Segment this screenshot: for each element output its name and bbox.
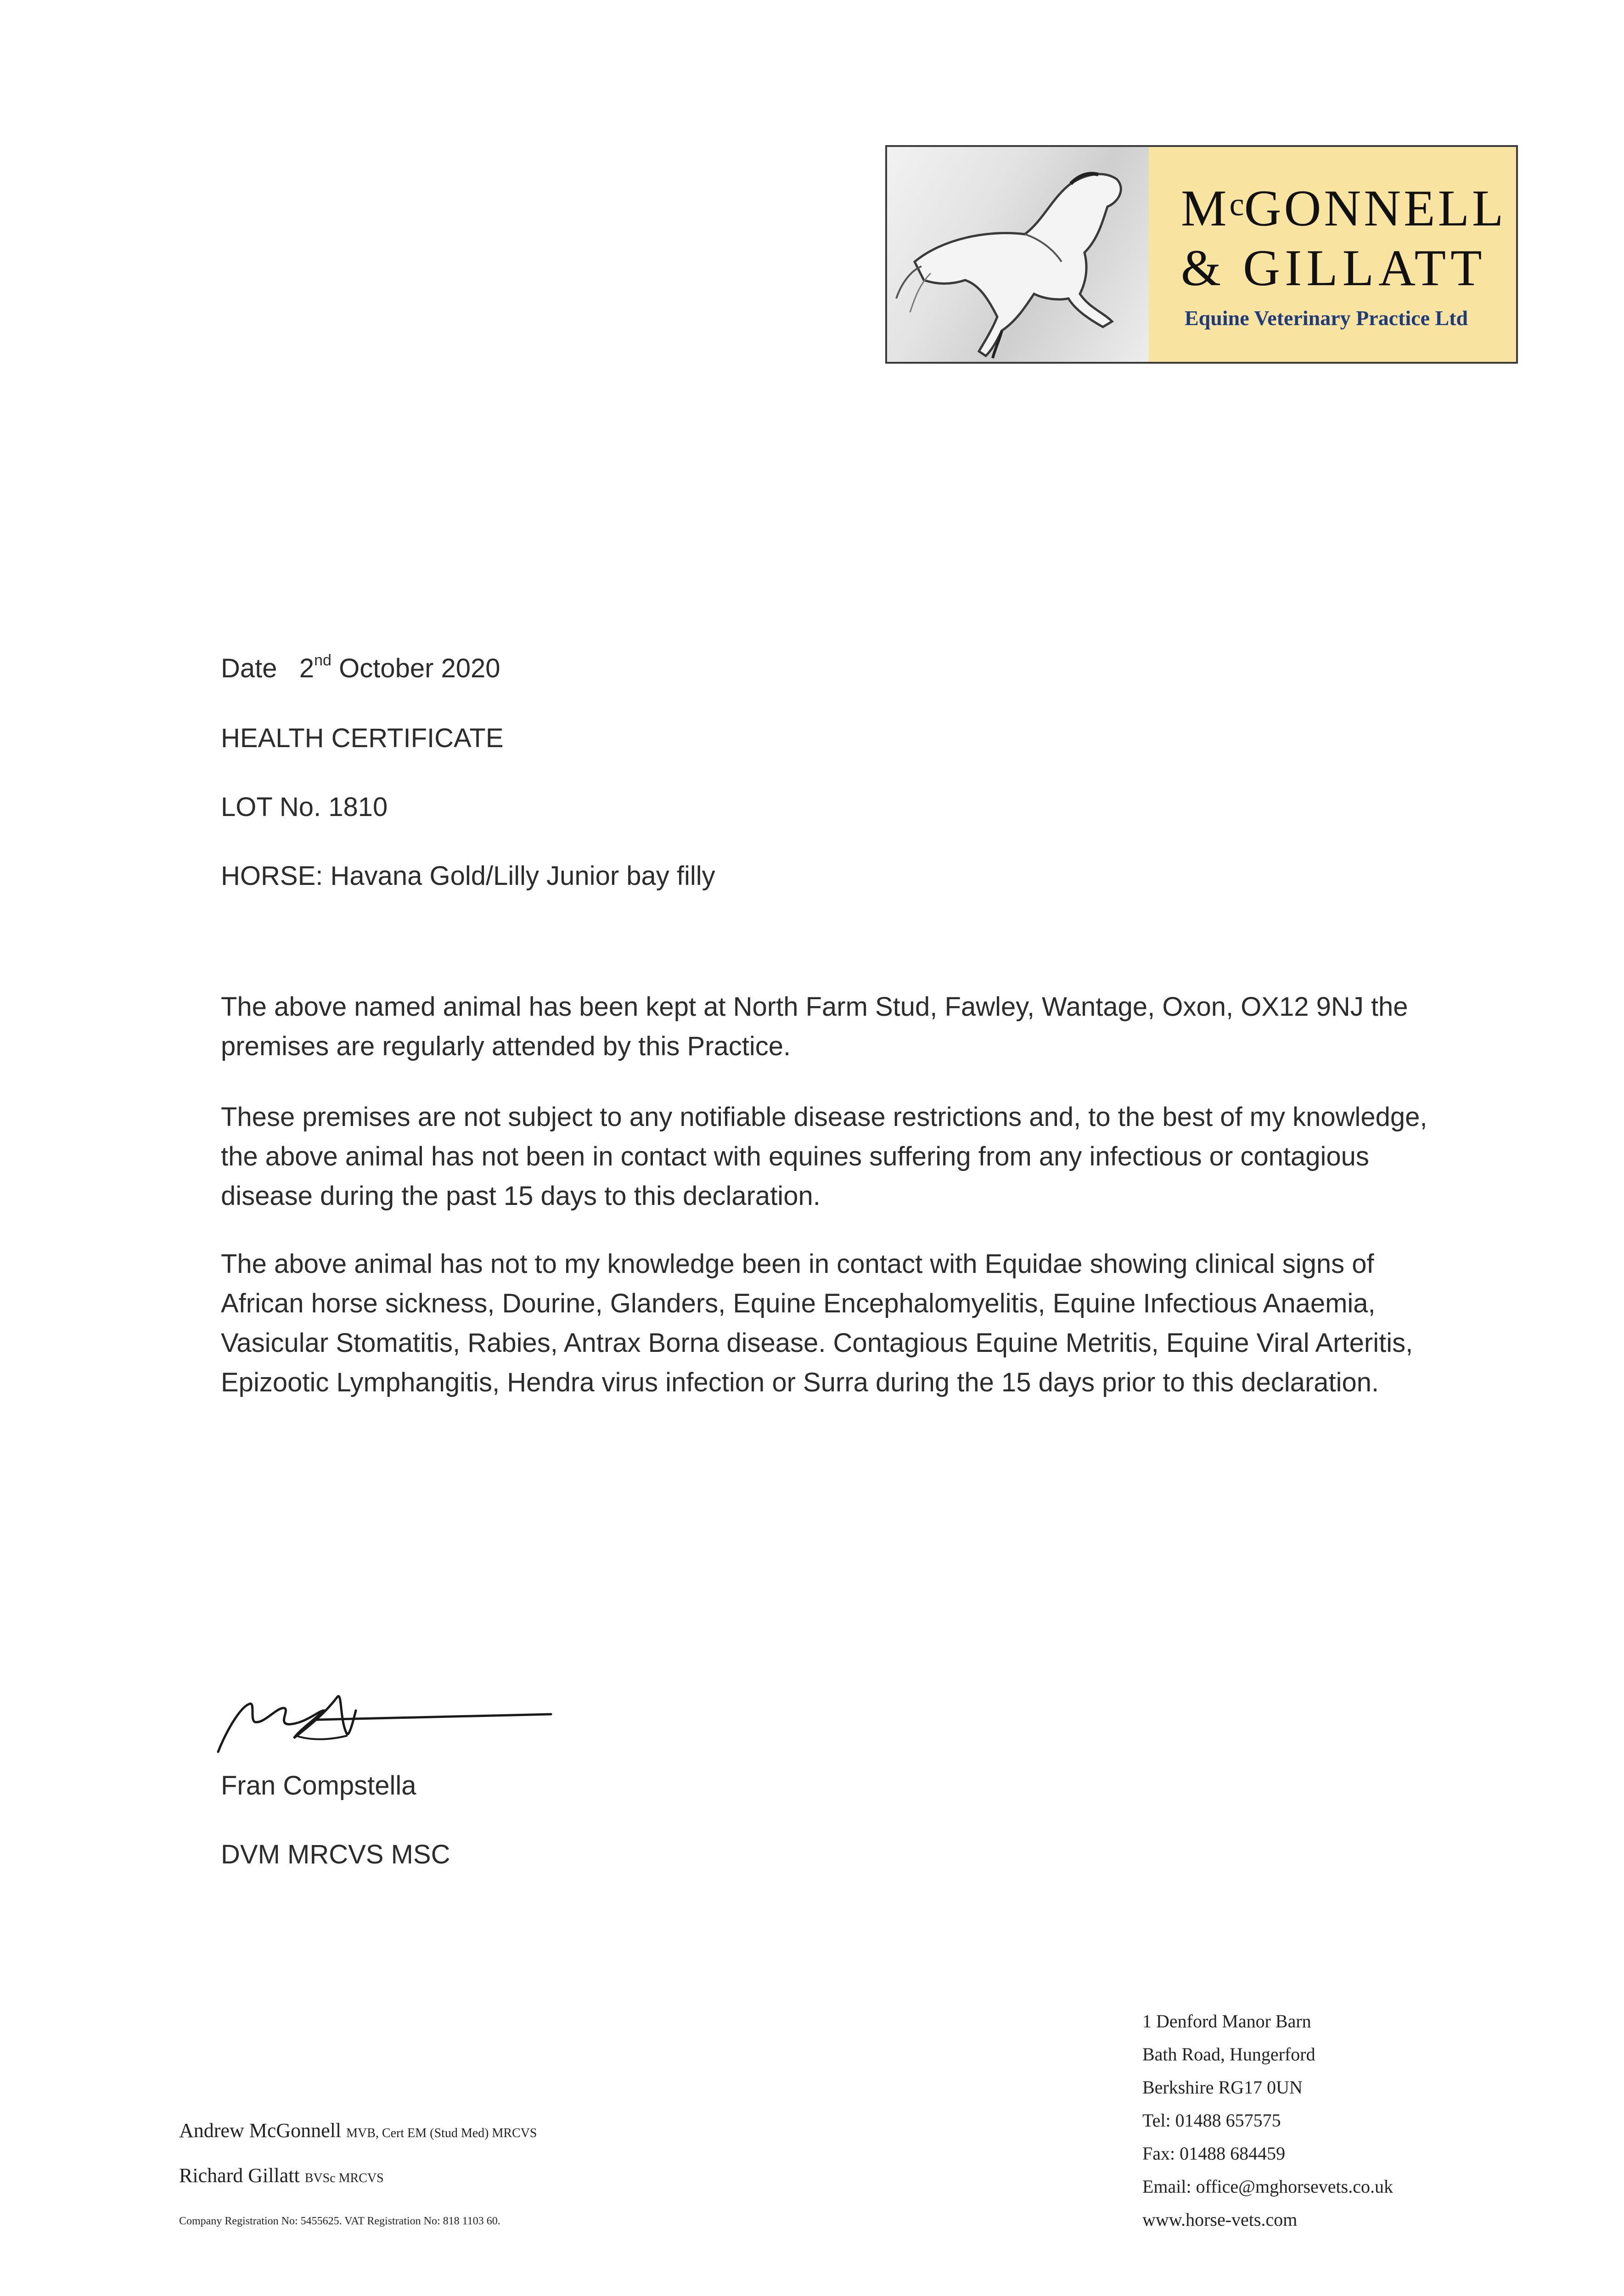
paragraph-restrictions: These premises are not subject to any notifiable disease restrictions and, to the best of my knowledge, the above animal has not been in contact with equines suffering from any infectious or contagious disease during the past 15 days to this declaration. [221,1102,1427,1211]
address-line: Berkshire RG17 0UN [1142,2077,1303,2098]
website-url: www.horse-vets.com [1142,2209,1298,2230]
practice-logo [885,145,1518,364]
partner-1-qualifications: MVB, Cert EM (Stud Med) MRCVS [346,2126,537,2140]
signature [209,1660,558,1756]
date-label: Date [221,653,277,683]
partner-1-name: Andrew McGonnell [179,2119,342,2142]
paragraph-diseases: The above animal has not to my knowledge been in contact with Equidae showing clinical signs of African horse sickness, Dourine, Glanders, Equine Encephalomyelitis, Equine Infectious Anaemia, Vasicular Stomatitis, Rabies, Antrax Borna disease. Contagious Equine Metritis, Equine Viral Arteritis, Epizootic Lymphangitis, Hendra virus infection or Surra during the 15 days prior to this declaration. [221,1249,1413,1397]
signatory-name: Fran Compstella [221,1771,416,1801]
partner-2-name: Richard Gillatt [179,2164,300,2187]
date-line [221,653,500,684]
logo-tagline: Equine Veterinary Practice Ltd [1185,306,1468,330]
horse-description: HORSE: Havana Gold/Lilly Junior bay filly [221,861,715,891]
logo-line-2: & GILLATT [1181,240,1487,297]
phone-number: Tel: 01488 657575 [1142,2110,1281,2131]
address-line: 1 Denford Manor Barn [1142,2011,1311,2032]
horse-icon [887,147,1149,362]
address-line: Bath Road, Hungerford [1142,2044,1315,2065]
date-suffix: nd [314,652,332,669]
logo-line-1: McGONNELL [1181,180,1506,237]
paragraph-premises: The above named animal has been kept at North Farm Stud, Fawley, Wantage, Oxon, OX12 9NJ the premises are regularly attended by this Practice. [221,992,1408,1061]
date-rest: October 2020 [339,653,500,683]
company-registration: Company Registration No: 5455625. VAT Registration No: 818 1103 60. [179,2215,500,2227]
date-day: 2 [299,653,315,683]
partner-2 [179,2164,384,2187]
logo-wordmark [1149,147,1516,362]
partner-2-qualifications: BVSc MRCVS [304,2171,384,2185]
email-address: Email: office@mghorsevets.co.uk [1142,2176,1393,2197]
fax-number: Fax: 01488 684459 [1142,2143,1286,2164]
document-title: HEALTH CERTIFICATE [221,723,504,753]
partner-1 [179,2119,537,2142]
signatory-qualifications: DVM MRCVS MSC [221,1840,450,1869]
horse-illustration [887,147,1149,362]
lot-number: LOT No. 1810 [221,792,388,822]
practice-address [1142,2005,1393,2236]
